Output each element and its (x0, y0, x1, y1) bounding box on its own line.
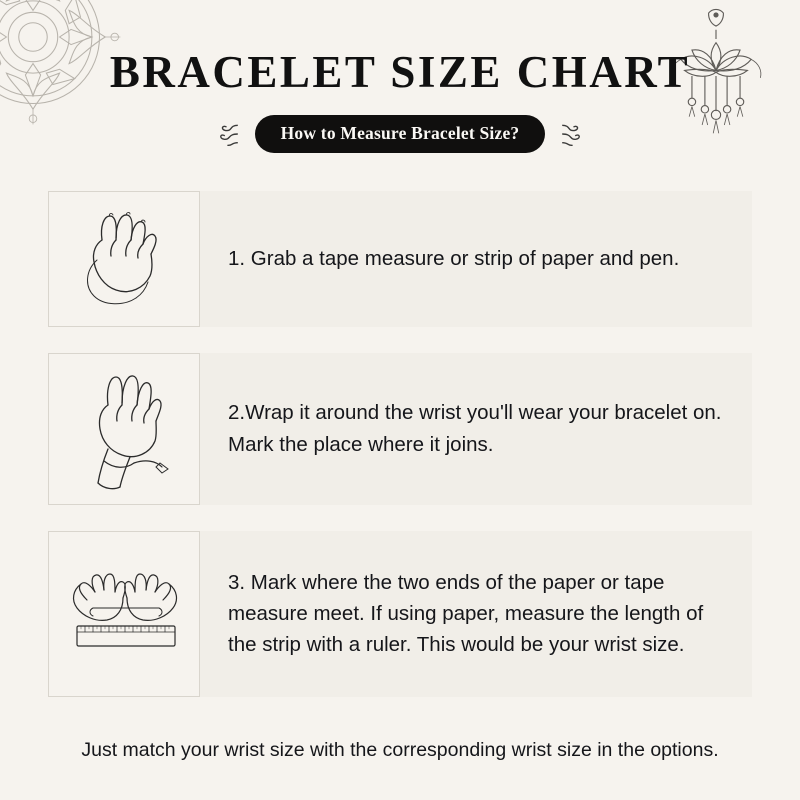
hand-with-tape-measure-illustration (48, 191, 200, 327)
page-header (0, 0, 800, 153)
step-text: 1. Grab a tape measure or strip of paper and pen. (228, 246, 680, 270)
hand-wrapping-tape-around-wrist-illustration (48, 353, 200, 505)
step-text: 3. Mark where the two ends of the paper or tape measure meet. If using paper, measure the length of the strip with a ruler. This would be your wrist size. (228, 570, 704, 657)
page-title: BRACELET SIZE CHART (109, 47, 691, 97)
step-item (48, 353, 752, 505)
subtitle-row (0, 115, 800, 153)
step-item (48, 191, 752, 327)
flourish-right-icon (557, 121, 583, 147)
steps-list (0, 191, 800, 697)
flourish-left-icon (217, 121, 243, 147)
step-text: 2.Wrap it around the wrist you'll wear your bracelet on. Mark the place where it joins. (228, 401, 722, 456)
hands-measuring-strip-with-ruler-illustration (48, 531, 200, 697)
step-item (48, 531, 752, 697)
footer-note: Just match your wrist size with the corresponding wrist size in the options. (81, 739, 719, 761)
subtitle-pill: How to Measure Bracelet Size? (255, 115, 546, 153)
